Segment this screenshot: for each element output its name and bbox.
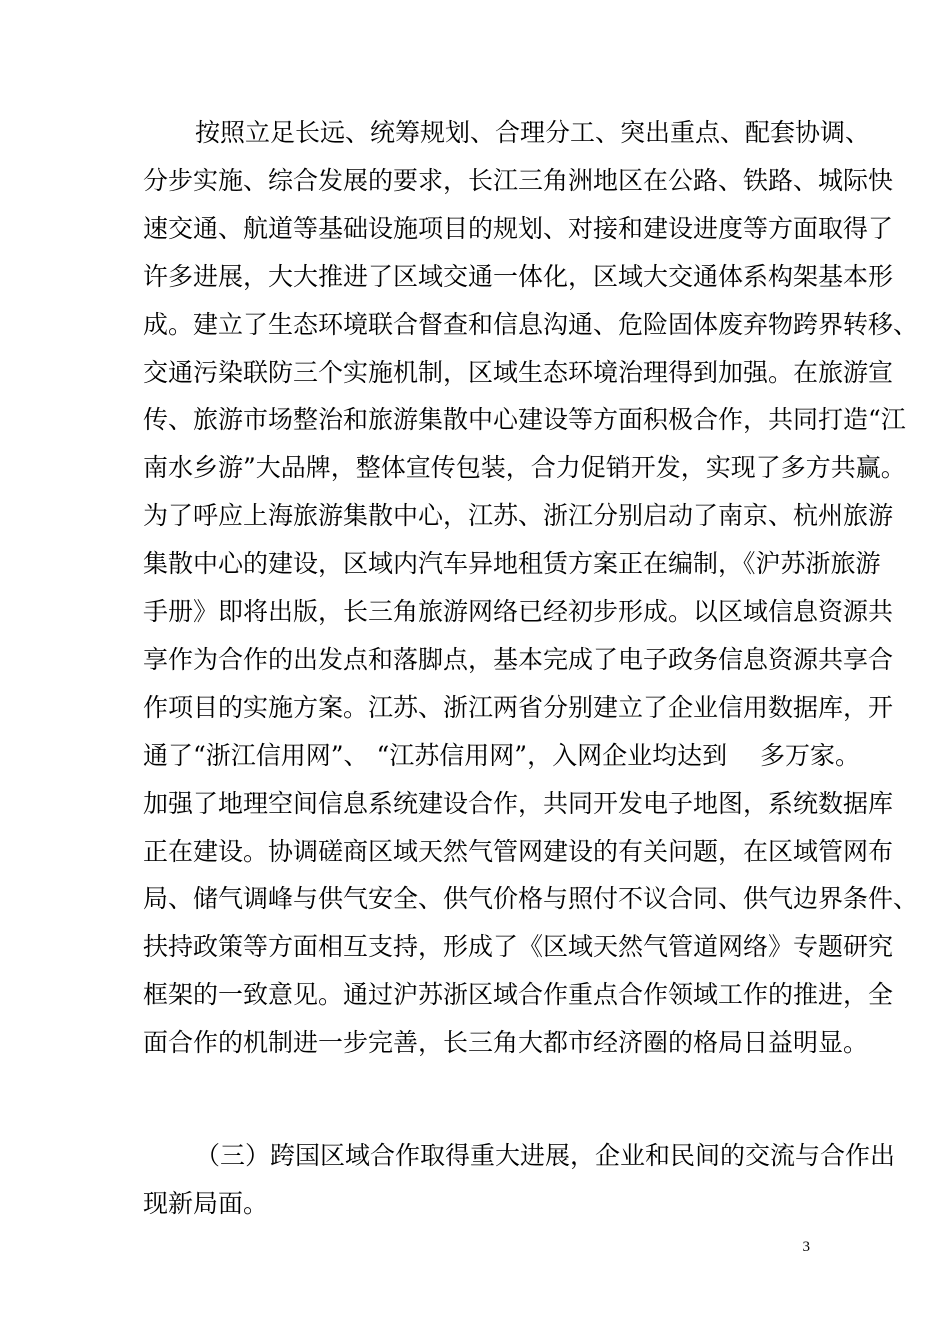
text-line: 享作为合作的出发点和落脚点，基本完成了电子政务信息资源共享合: [143, 644, 894, 674]
page-number: 3: [802, 1239, 810, 1255]
text-line: 交通污染联防三个实施机制，区域生态环境治理得到加强。在旅游宣: [143, 357, 894, 387]
text-line: 通了“浙江信用网”、 “江苏信用网”，入网企业均达到 多万家。: [143, 740, 861, 770]
text-line: 作项目的实施方案。江苏、浙江两省分别建立了企业信用数据库，开: [143, 692, 894, 722]
text-line: 框架的一致意见。通过沪苏浙区域合作重点合作领域工作的推进，全: [143, 980, 894, 1010]
text-line: 现新局面。: [143, 1189, 269, 1218]
text-line: 面合作的机制进一步完善，长三角大都市经济圈的格局日益明显。: [143, 1028, 869, 1058]
text-line: 加强了地理空间信息系统建设合作，共同开发电子地图，系统数据库: [143, 788, 894, 818]
text-line: 成。建立了生态环境联合督查和信息沟通、危险固体废弃物跨界转移、: [143, 309, 919, 339]
text-line: （三）跨国区域合作取得重大进展，企业和民间的交流与合作出: [195, 1141, 896, 1170]
text-line: 手册》即将出版，长三角旅游网络已经初步形成。以区域信息资源共: [143, 597, 894, 626]
text-line: 南水乡游”大品牌，整体宣传包装，合力促销开发，实现了多方共赢。: [143, 453, 906, 483]
text-line: 局、储气调峰与供气安全、供气价格与照付不议合同、供气边界条件、: [143, 884, 919, 914]
text-line: 正在建设。协调磋商区域天然气管网建设的有关问题，在区域管网布: [143, 836, 894, 866]
text-line: 扶持政策等方面相互支持，形成了《区域天然气管道网络》专题研究: [143, 932, 894, 962]
text-line: 传、旅游市场整治和旅游集散中心建设等方面积极合作，共同打造“江: [143, 405, 906, 435]
text-line: 分步实施、综合发展的要求，长江三角洲地区在公路、铁路、城际快: [143, 165, 894, 195]
text-line: 许多进展，大大推进了区域交通一体化，区域大交通体系构架基本形: [143, 261, 894, 291]
text-line: 按照立足长远、统筹规划、合理分工、突出重点、配套协调、: [195, 118, 871, 147]
text-line: 速交通、航道等基础设施项目的规划、对接和建设进度等方面取得了: [143, 213, 894, 243]
text-line: 为了呼应上海旅游集散中心，江苏、浙江分别启动了南京、杭州旅游: [143, 501, 894, 531]
text-line: 集散中心的建设，区域内汽车异地租赁方案正在编制，《沪苏浙旅游: [143, 549, 881, 579]
